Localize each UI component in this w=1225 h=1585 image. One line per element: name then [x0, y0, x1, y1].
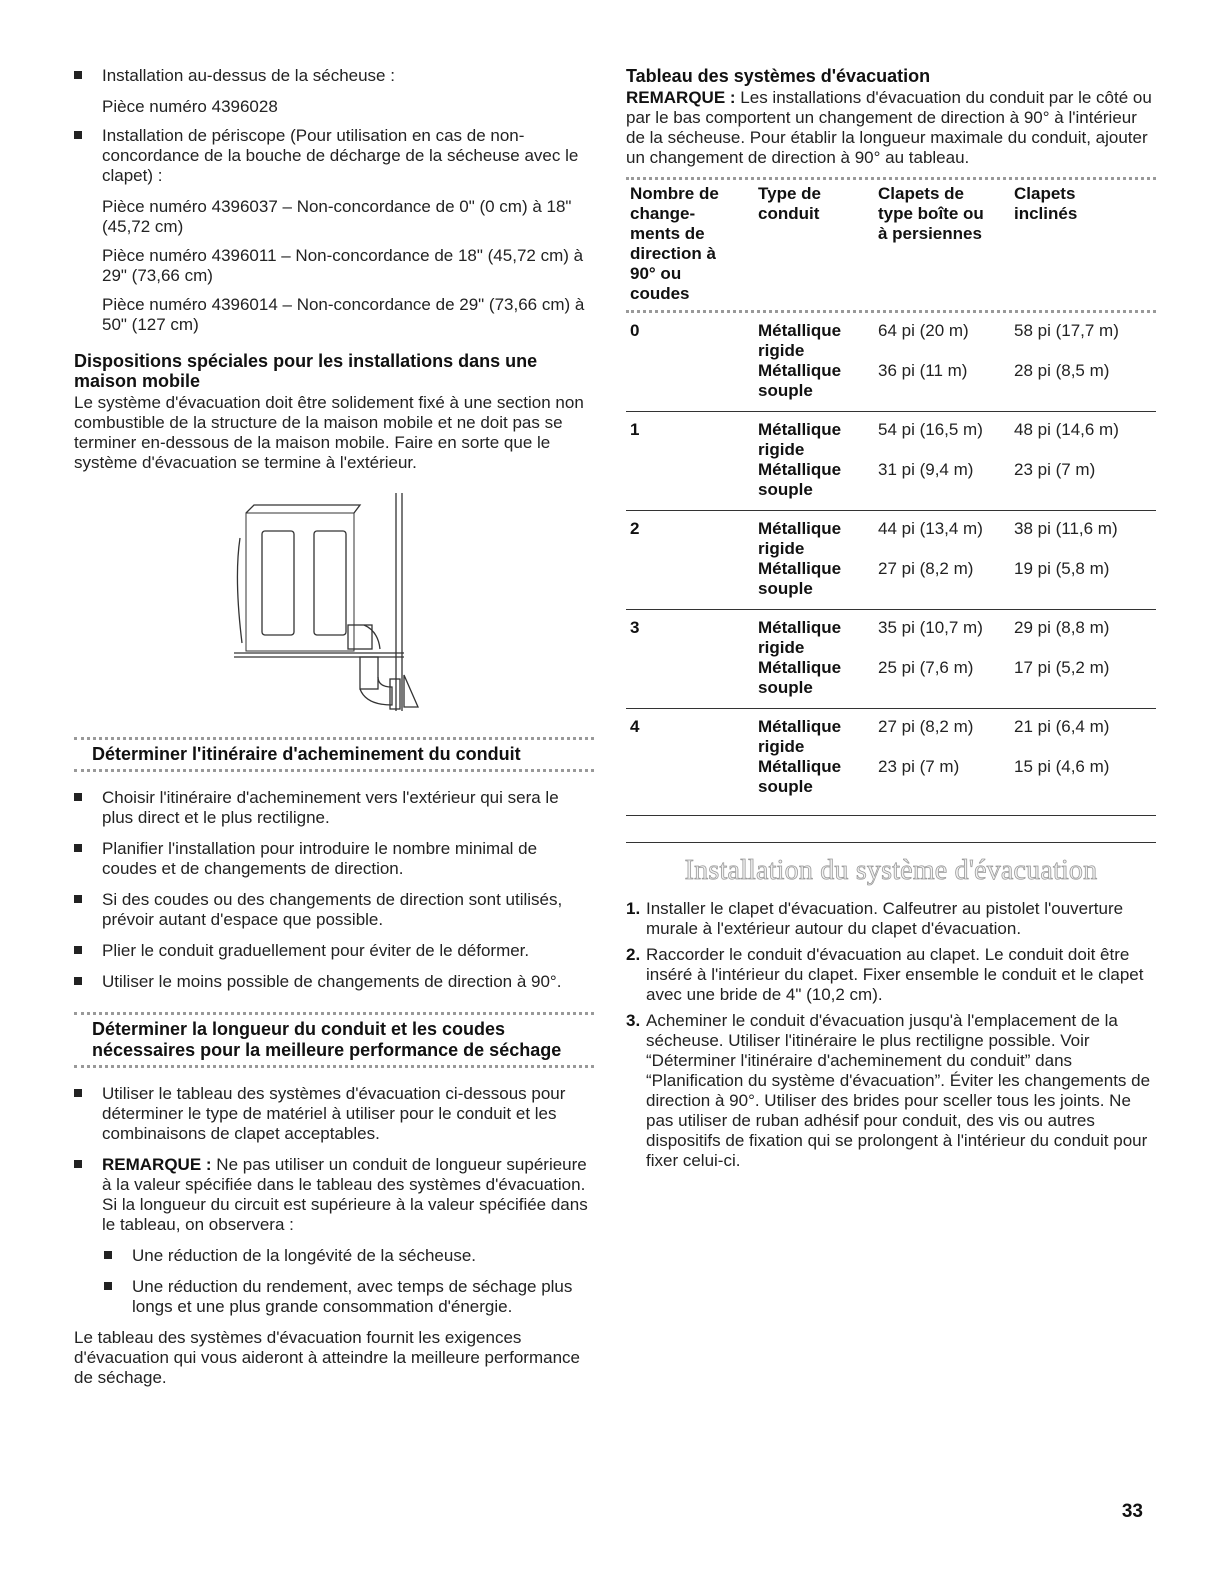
route-bullet: Si des coudes ou des changements de direction sont utilisés, prévoir autant d'espace que possible. — [74, 890, 594, 930]
angled-length: 38 pi (11,6 m) — [1014, 519, 1118, 538]
part-list-periscope — [74, 197, 594, 335]
table-note — [626, 88, 1156, 168]
install-step — [626, 1011, 1156, 1171]
step-text: Installer le clapet d'évacuation. Calfeutrer au pistolet l'ouverture murale à l'extérieur autour du clapet d'évacuation. — [646, 899, 1124, 938]
route-bullet: Utiliser le moins possible de changements de direction à 90°. — [74, 972, 594, 992]
angled-length: 28 pi (8,5 m) — [1014, 361, 1110, 380]
angled-length: 15 pi (4,6 m) — [1014, 757, 1110, 776]
mobile-home-heading: Dispositions spéciales pour les installations dans une maison mobile — [74, 351, 538, 391]
route-bullet: Choisir l'itinéraire d'acheminement vers l'extérieur qui sera le plus direct et le plus rectiligne. — [74, 788, 594, 828]
note-text: Les installations d'évacuation du conduit par le côté ou par le bas comportent un changement de direction à 90° à l'intérieur de la sécheuse. Pour établir la longueur maximale du conduit, ajouter un changement de direction à 90° au tableau. — [626, 88, 1152, 167]
duct-type: Métallique rigide — [758, 321, 842, 360]
header-angled: Clapets inclinés — [1014, 184, 1078, 223]
angled-length: 58 pi (17,7 m) — [1014, 321, 1119, 340]
install-step — [626, 945, 1156, 1005]
route-heading: Déterminer l'itinéraire d'acheminement du conduit — [92, 744, 521, 764]
install-step — [626, 899, 1156, 939]
box-length: 36 pi (11 m) — [878, 361, 968, 380]
route-bullet: Plier le conduit graduellement pour éviter de le déformer. — [74, 941, 594, 961]
elbow-count: 1 — [630, 420, 640, 439]
consequence-bullet: Une réduction du rendement, avec temps de séchage plus longs et une plus grande consommation d'énergie. — [74, 1277, 594, 1317]
header-box-louvered: Clapets de type boîte ou à persiennes — [878, 184, 984, 243]
box-length: 23 pi (7 m) — [878, 757, 960, 776]
elbow-count: 2 — [630, 519, 640, 538]
table-row — [626, 709, 1156, 816]
header-elbows: Nombre de change-ments de direction à 90° ou coudes — [630, 184, 719, 303]
angled-length: 21 pi (6,4 m) — [1014, 717, 1110, 736]
elbow-count: 4 — [630, 717, 640, 736]
duct-type: Métallique souple — [758, 757, 842, 796]
angled-length: 19 pi (5,8 m) — [1014, 559, 1110, 578]
length-heading-box — [74, 1012, 594, 1068]
duct-type: Métallique souple — [758, 559, 842, 598]
duct-type: Métallique rigide — [758, 420, 842, 459]
closing-text: Le tableau des systèmes d'évacuation fournit les exigences d'évacuation qui vous aideront à atteindre la meilleure performance de séchage. — [74, 1328, 580, 1387]
install-steps — [626, 899, 1156, 1171]
box-length: 44 pi (13,4 m) — [878, 519, 983, 538]
box-length: 35 pi (10,7 m) — [878, 618, 983, 637]
venting-table — [626, 177, 1156, 816]
elbow-count: 0 — [630, 321, 640, 340]
bullet-over-dryer: Installation au-dessus de la sécheuse : — [74, 66, 594, 86]
length-note-bullet — [74, 1155, 594, 1235]
duct-type: Métallique rigide — [758, 717, 842, 756]
box-length: 54 pi (16,5 m) — [878, 420, 983, 439]
step-number: 2. — [626, 945, 641, 964]
box-length: 25 pi (7,6 m) — [878, 658, 974, 677]
angled-length: 29 pi (8,8 m) — [1014, 618, 1110, 637]
box-length: 27 pi (8,2 m) — [878, 717, 974, 736]
part-number: Pièce numéro 4396028 — [102, 97, 278, 116]
page-number: 33 — [1121, 1501, 1143, 1522]
length-heading-line1: Déterminer la longueur du conduit et les coudes — [92, 1019, 506, 1039]
box-length: 64 pi (20 m) — [878, 321, 969, 340]
dryer-diagram-svg — [74, 493, 594, 713]
step-text: Acheminer le conduit d'évacuation jusqu'à l'emplacement de la sécheuse. Utiliser l'itinéraire le plus rectiligne possible. Voir “Déterminer l'itinéraire d'acheminement du conduit” dans “Planification du système d'évacuation”. Éviter les changements de direction à 90°. Utiliser des brides pour sceller tous les joints. Ne pas utiliser de ruban adhésif pour conduit, des vis ou autres dispositifs de fixation qui se prolongent à l'intérieur du conduit pour fixer celui-ci. — [646, 1011, 1151, 1170]
step-number: 1. — [626, 899, 641, 918]
mobile-home-text: Le système d'évacuation doit être solidement fixé à une section non combustible de la structure de la maison mobile et ne doit pas se terminer en-dessous de la maison mobile. Faire en sorte que le système d'évacuation se termine à l'extérieur. — [74, 393, 584, 472]
length-heading-line2: nécessaires pour la meilleure performance de séchage — [92, 1040, 562, 1060]
box-length: 31 pi (9,4 m) — [878, 460, 974, 479]
duct-type: Métallique rigide — [758, 618, 842, 657]
table-title: Tableau des systèmes d'évacuation — [626, 66, 931, 86]
part-number: Pièce numéro 4396011 – Non-concordance de 18" (45,72 cm) à 29" (73,66 cm) — [102, 246, 584, 285]
table-header — [626, 177, 1156, 313]
duct-type: Métallique souple — [758, 361, 842, 400]
part-list-over-dryer — [74, 97, 594, 117]
header-duct-type: Type de conduit — [758, 184, 821, 223]
duct-type: Métallique rigide — [758, 519, 842, 558]
table-row — [626, 412, 1156, 511]
table-row — [626, 610, 1156, 709]
consequence-bullet: Une réduction de la longévité de la sécheuse. — [74, 1246, 594, 1266]
length-bullet: Utiliser le tableau des systèmes d'évacuation ci-dessous pour déterminer le type de matériel à utiliser pour le conduit et les combinaisons de clapet acceptables. — [74, 1084, 594, 1144]
box-length: 27 pi (8,2 m) — [878, 559, 974, 578]
note-text: Ne pas utiliser un conduit de longueur supérieure à la valeur spécifiée dans le tableau des systèmes d'évacuation. Si la longueur du circuit est supérieure à la valeur spécifiée dans le tableau, on observera : — [102, 1155, 588, 1234]
note-label: REMARQUE : — [102, 1155, 212, 1174]
part-number: Pièce numéro 4396037 – Non-concordance de 0" (0 cm) à 18" (45,72 cm) — [102, 197, 572, 236]
note-label: REMARQUE : — [626, 88, 736, 107]
step-number: 3. — [626, 1011, 641, 1030]
table-row — [626, 313, 1156, 412]
duct-type: Métallique souple — [758, 658, 842, 697]
install-section-title: Installation du système d'évacuation — [626, 842, 1156, 887]
angled-length: 17 pi (5,2 m) — [1014, 658, 1110, 677]
right-column — [626, 66, 1156, 1177]
part-number: Pièce numéro 4396014 – Non-concordance de 29" (73,66 cm) à 50" (127 cm) — [102, 295, 585, 334]
table-row — [626, 511, 1156, 610]
duct-type: Métallique souple — [758, 460, 842, 499]
angled-length: 48 pi (14,6 m) — [1014, 420, 1119, 439]
step-text: Raccorder le conduit d'évacuation au clapet. Le conduit doit être inséré à l'intérieur du clapet. Fixer ensemble le conduit et le clapet avec une bride de 4" (10,2 cm). — [646, 945, 1144, 1004]
route-bullet: Planifier l'installation pour introduire le nombre minimal de coudes et de changements de direction. — [74, 839, 594, 879]
mobile-home-dryer-illustration — [74, 493, 594, 713]
bullet-periscope: Installation de périscope (Pour utilisation en cas de non-concordance de la bouche de décharge de la sécheuse avec le clapet) : — [74, 126, 594, 186]
left-column — [74, 66, 594, 1397]
elbow-count: 3 — [630, 618, 640, 637]
route-heading-box — [74, 737, 594, 772]
angled-length: 23 pi (7 m) — [1014, 460, 1096, 479]
